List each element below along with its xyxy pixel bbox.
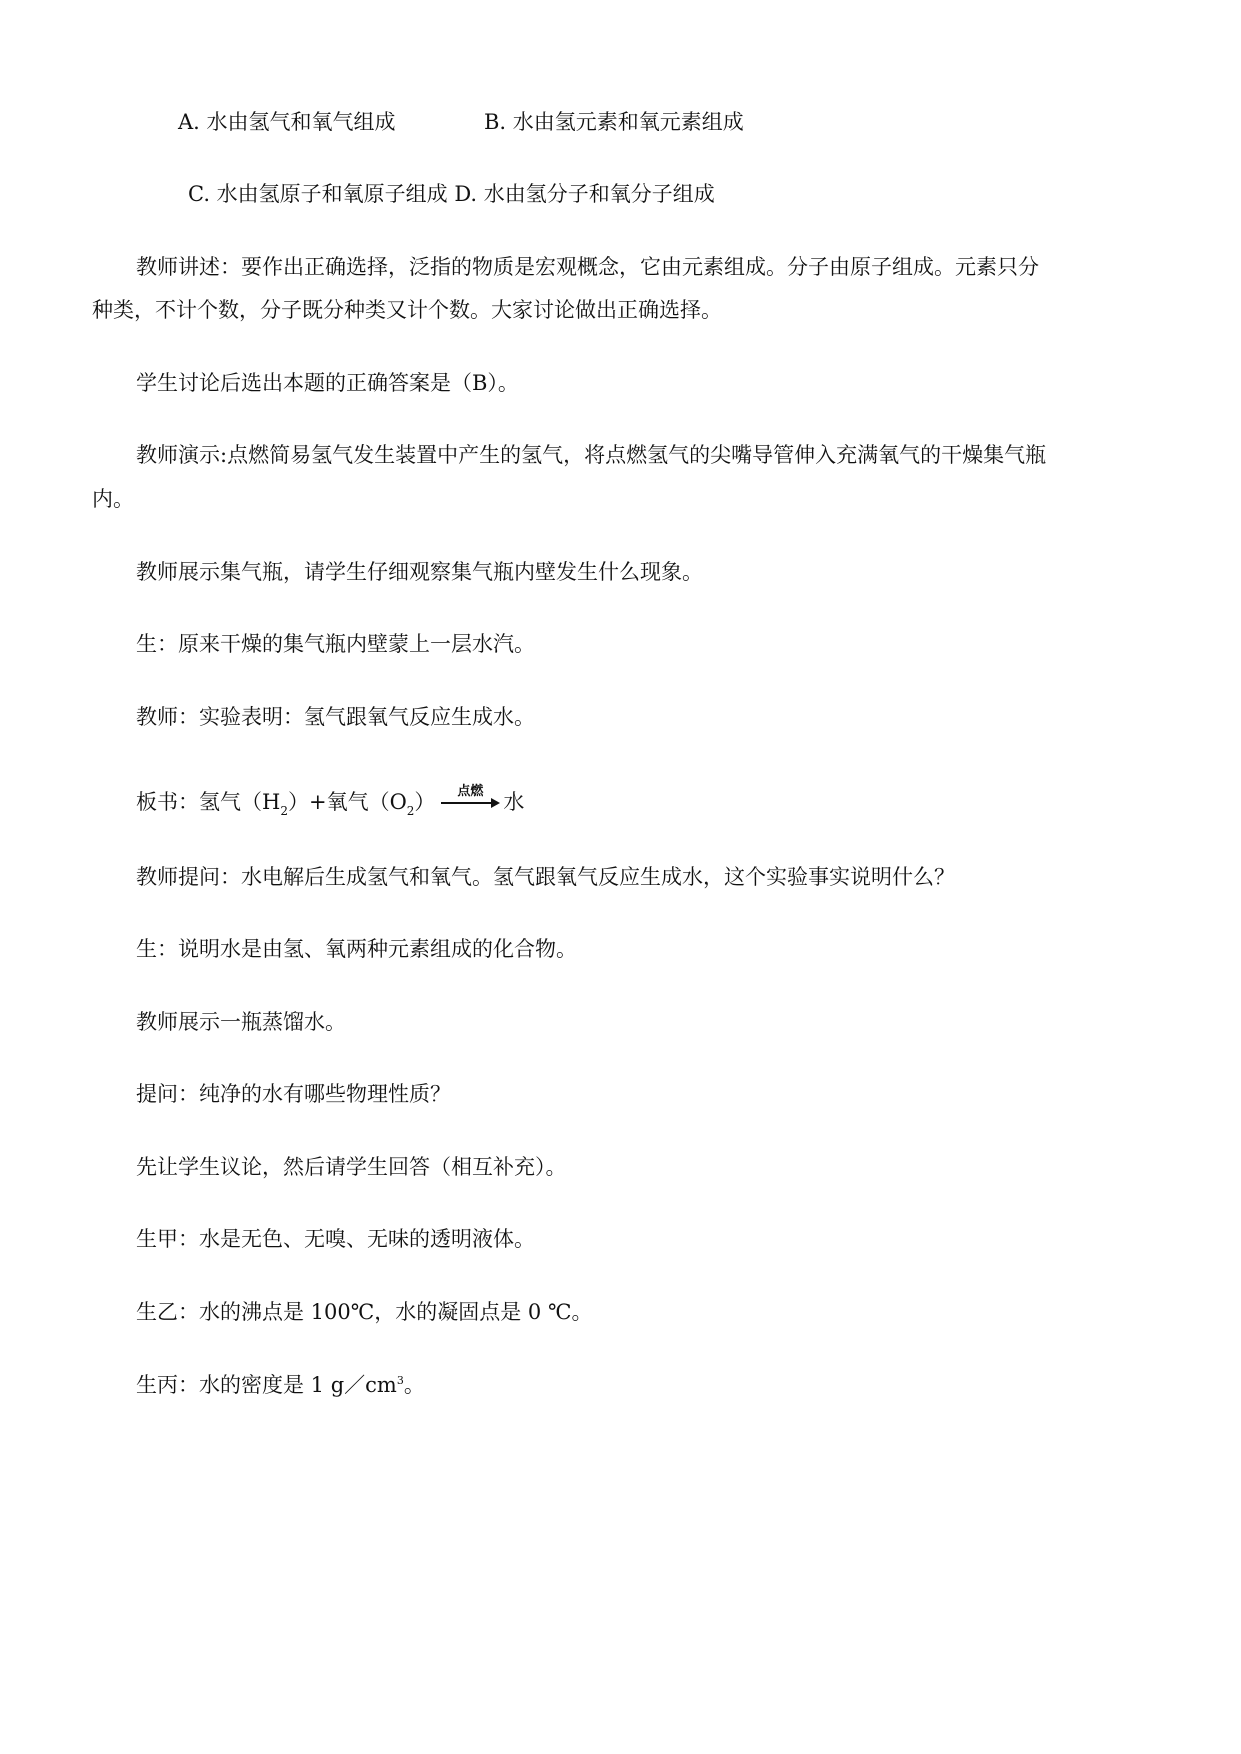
option-b: B. 水由氢元素和氧元素组成: [484, 110, 744, 134]
equation-o-subscript: 2: [406, 804, 415, 818]
equation-h-subscript: 2: [280, 804, 288, 818]
equation-middle: ）+氧气（O: [287, 790, 407, 814]
paragraph-teacher-question: 教师提问：水电解后生成氢气和氧气。氢气跟氧气反应生成水，这个实验事实说明什么？: [136, 865, 955, 889]
paragraph-teacher-distilled-water: 教师展示一瓶蒸馏水。: [136, 1010, 346, 1034]
reaction-condition-label: 点燃: [457, 784, 484, 799]
reaction-arrow: [441, 784, 501, 816]
paragraph-teacher-demo-line1: 教师演示:点燃简易氢气发生装置中产生的氢气，将点燃氢气的尖嘴导管伸入充满氧气的干燥集气瓶: [136, 443, 1047, 467]
paragraph-teacher-explain-line1: 教师讲述：要作出正确选择，泛指的物质是宏观概念，它由元素组成。分子由原子组成。元素只分: [136, 255, 1039, 279]
density-text: 生丙：水的密度是 1 g／cm: [136, 1373, 397, 1397]
option-a: A. 水由氢气和氧气组成: [178, 110, 396, 134]
equation-product: 水: [503, 790, 525, 814]
paragraph-student-b: 生乙：水的沸点是 100℃，水的凝固点是 0 ℃。: [136, 1300, 593, 1324]
paragraph-question-properties: 提问：纯净的水有哪些物理性质？: [136, 1082, 451, 1106]
paragraph-student-c: [136, 1371, 425, 1403]
equation-prefix: 板书：氢气（H: [136, 790, 281, 814]
density-superscript: 3: [396, 1374, 404, 1387]
paragraph-teacher-demo-line2: 内。: [92, 487, 134, 511]
arrow-shaft: [441, 802, 493, 804]
paragraph-teacher-conclusion: 教师：实验表明：氢气跟氧气反应生成水。: [136, 705, 535, 729]
paragraph-teacher-show: 教师展示集气瓶，请学生仔细观察集气瓶内壁发生什么现象。: [136, 560, 703, 584]
option-c-d: C. 水由氢原子和氧原子组成 D. 水由氢分子和氧分子组成: [188, 182, 715, 206]
density-end: 。: [403, 1373, 425, 1397]
paragraph-teacher-explain-line2: 种类，不计个数，分子既分种类又计个数。大家讨论做出正确选择。: [92, 298, 722, 322]
equation-close: ）: [414, 790, 436, 814]
paragraph-student-compound: 生：说明水是由氢、氧两种元素组成的化合物。: [136, 937, 577, 961]
arrow-head-icon: [491, 798, 500, 808]
paragraph-student-observe: 生：原来干燥的集气瓶内壁蒙上一层水汽。: [136, 632, 535, 656]
paragraph-student-answer: 学生讨论后选出本题的正确答案是（B）。: [136, 371, 519, 395]
paragraph-student-a: 生甲：水是无色、无嗅、无味的透明液体。: [136, 1227, 535, 1251]
equation-line: [136, 784, 525, 819]
paragraph-discussion: 先让学生议论，然后请学生回答（相互补充）。: [136, 1155, 567, 1179]
